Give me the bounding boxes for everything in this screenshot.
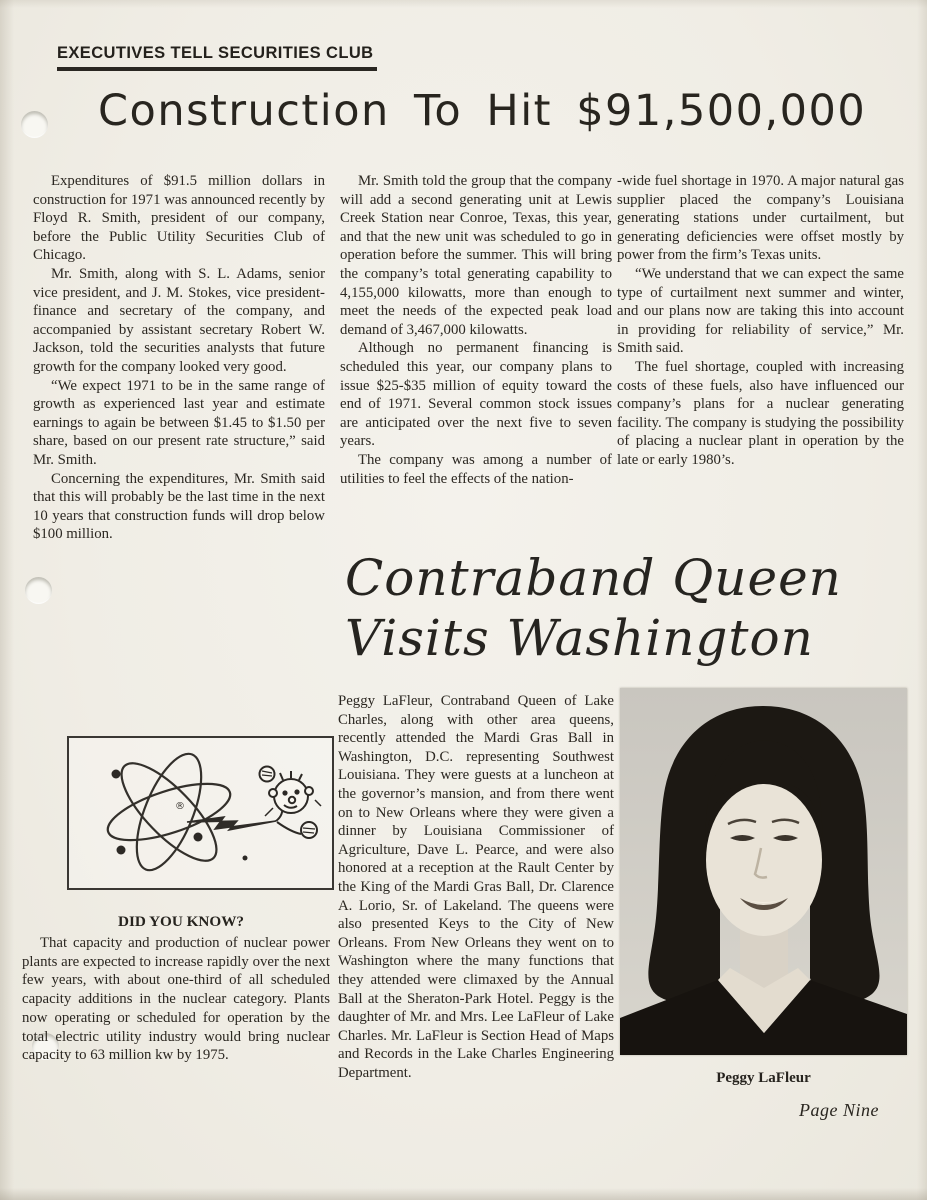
paragraph: The fuel shortage, coupled with increasing costs of these fuels, also have influenced our company’s plans for a nuclear generating facility. The company is studying the possibility of placing a nuclear plant in operation by the late or early 1980’s. xyxy=(617,358,904,468)
article1-column-2 xyxy=(340,172,612,488)
atom-orbit-3 xyxy=(124,746,215,879)
portrait-face xyxy=(706,784,822,936)
article2-headline-line1: Contraband Queen xyxy=(345,549,842,607)
punch-hole-middle xyxy=(25,577,52,604)
paragraph: Although no permanent financing is scheduled this year, our company plans to issue $25-$35 million of equity toward the end of 1971. Several common stock issues are anticipated over the next five to seven years. xyxy=(340,340,612,450)
section-kicker: EXECUTIVES TELL SECURITIES CLUB xyxy=(57,44,377,71)
electron-dot xyxy=(194,833,203,842)
article2-headline-line2: Visits Washington xyxy=(345,609,814,667)
portrait-photo xyxy=(620,688,907,1055)
article2-body-column xyxy=(338,692,614,1082)
paragraph: The company was among a number of utilities to feel the effects of the nation- xyxy=(340,451,612,487)
atom-orbit-1 xyxy=(102,772,237,851)
mascot-arm-lower xyxy=(277,822,301,834)
paragraph: Mr. Smith, along with S. L. Adams, senior vice president, and J. M. Stokes, vice president-finance and secretary of the company, and accompanied by assistant secretary Robert W. Jackson, told the securities analysts that future growth for the company looked very good. xyxy=(33,265,325,375)
mascot-character xyxy=(260,767,322,839)
paragraph: Mr. Smith told the group that the company will add a second generating unit at Lewis Creek Station near Conroe, Texas, this year, and that the new unit was scheduled to go in operation before the summer. This will bring the company’s total generating capability to 4,155,000 kilowatts, more than enough to meet the needs of the expected peak load demand of 3,467,000 kilowatts. xyxy=(340,173,612,338)
paragraph: That capacity and production of nuclear power plants are expected to increase rapidly over the next few years, with about one-third of all scheduled capacity additions in the nuclear category. Plants now operating or scheduled for operation by the total electric utility industry would bring nuclear capacity to 63 million kw by 1975. xyxy=(22,935,330,1064)
paragraph: “We expect 1971 to be in the same range of growth as experienced last year and estimate earnings to again be between $1.45 to $1.50 per share, based on our present rate structure,” said Mr. Smith. xyxy=(33,377,325,468)
article1-headline: Construction To Hit $91,500,000 xyxy=(98,86,867,136)
paragraph: “We understand that we can expect the same type of curtailment next summer and winter, and our plans now are taking this into account in providing for reliability of service,” Mr. Smith said. xyxy=(617,265,904,357)
mascot-ear-right xyxy=(305,787,313,795)
mascot-ear-left xyxy=(269,789,277,797)
lightning-bolt xyxy=(187,817,276,830)
article2-headline xyxy=(345,548,905,668)
paragraph: Peggy LaFleur, Contraband Queen of Lake Charles, along with other area queens, recently attended the Mardi Gras Ball in Washington, D.C. representing Southwest Louisiana. They were guests at a luncheon at the governor’s mansion, and from there went on to New Orleans where they were given a dinner by Louisiana Commissioner of Agriculture, Dave L. Pearce, and were also honored at a reception at the Rault Center by the King of the Mardi Gras Ball, Dr. Clarence A. Lorio, Sr. of Lakeland. The queens were also presented Keys to the City of New Orleans. From New Orleans they went on to Washington where the many functions that they attended were climaxed by the Annual Ball at the Sheraton-Park Hotel. Peggy is the daughter of Mr. and Mrs. Lee LaFleur of Lake Charles. Mr. LaFleur is Section Head of Maps and Records in the Lake Charles Engineering Department. xyxy=(338,693,614,1081)
electron-dot xyxy=(112,770,121,779)
mascot-fist-left xyxy=(260,767,275,782)
atom-orbit-2 xyxy=(108,750,230,874)
article1-column-3 xyxy=(617,172,904,470)
did-you-know-body xyxy=(22,934,330,1065)
page-number: Page Nine xyxy=(799,1100,879,1120)
paragraph: Expenditures of $91.5 million dollars in construction for 1971 was announced recently by Floyd R. Smith, president of our company, before the Public Utility Securities Club of Chicago. xyxy=(33,173,325,264)
atom-cartoon-drawing xyxy=(69,738,328,884)
article1-column-1 xyxy=(33,172,325,544)
did-you-know-heading: DID YOU KNOW? xyxy=(117,913,244,930)
paragraph: -wide fuel shortage in 1970. A major natural gas supplier placed the company’s Louisiana generating stations under curtailment, but generating deficiencies were offset mostly by power from the firm’s Texas units. xyxy=(617,173,904,264)
photo-caption: Peggy LaFleur xyxy=(716,1070,811,1086)
ink-speck xyxy=(243,856,248,861)
mascot-eye-right xyxy=(295,790,298,793)
portrait-photo-drawing xyxy=(620,688,907,1055)
atom-mascot-cartoon xyxy=(67,736,334,890)
mascot-fist-right xyxy=(301,822,317,838)
registered-trademark-symbol: ® xyxy=(175,801,185,812)
paragraph: Concerning the expenditures, Mr. Smith said that this will probably be the last time in the next 10 years that construction funds will drop below $100 million. xyxy=(33,470,325,543)
electron-dot xyxy=(117,846,126,855)
mascot-eye-left xyxy=(283,791,286,794)
punch-hole-top xyxy=(21,111,48,138)
